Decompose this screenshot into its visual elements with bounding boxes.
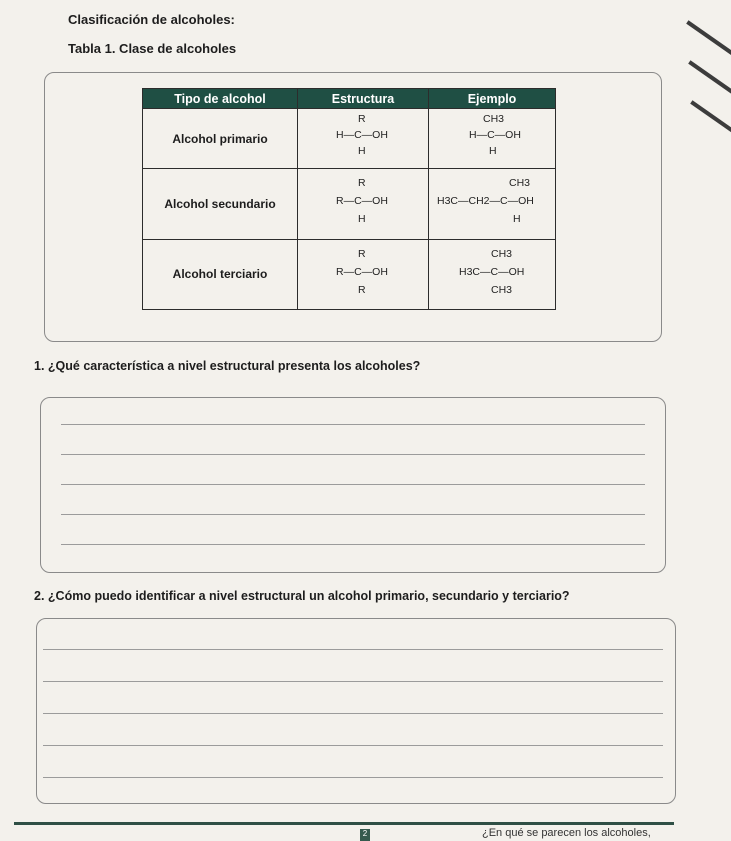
page-number: 2 bbox=[360, 829, 370, 841]
row-type-primary: Alcohol primario bbox=[143, 109, 298, 169]
document-title: Clasificación de alcoholes: bbox=[68, 12, 235, 27]
header-type: Tipo de alcohol bbox=[143, 89, 298, 109]
example-tertiary: CH3 H3C—C—OH CH3 bbox=[429, 239, 556, 309]
table-row bbox=[143, 169, 556, 239]
question-1-number: 1. bbox=[34, 359, 45, 373]
question-1 bbox=[34, 359, 420, 373]
table-header-row bbox=[143, 89, 556, 109]
table-row bbox=[143, 109, 556, 169]
question-2 bbox=[34, 589, 570, 603]
row-type-secondary: Alcohol secundario bbox=[143, 169, 298, 239]
table-row bbox=[143, 239, 556, 309]
structure-tertiary: R R—C—OH R bbox=[298, 239, 429, 309]
question-1-text: ¿Qué característica a nivel estructural presenta los alcoholes? bbox=[47, 359, 421, 373]
question-2-number: 2. bbox=[34, 589, 45, 603]
example-secondary: CH3 H3C—CH2—C—OH H bbox=[429, 169, 556, 239]
footer-divider bbox=[14, 822, 674, 825]
table-caption: Tabla 1. Clase de alcoholes bbox=[68, 41, 237, 56]
header-structure: Estructura bbox=[298, 89, 429, 109]
footer-next-question: ¿En qué se parecen los alcoholes, bbox=[482, 827, 651, 839]
structure-primary: R H—C—OH H bbox=[298, 109, 429, 169]
page-edge-decoration bbox=[671, 0, 731, 841]
answer-box-2[interactable] bbox=[36, 618, 676, 804]
structure-secondary: R R—C—OH H bbox=[298, 169, 429, 239]
example-primary: CH3 H—C—OH H bbox=[429, 109, 556, 169]
row-type-tertiary: Alcohol terciario bbox=[143, 239, 298, 309]
header-example: Ejemplo bbox=[429, 89, 556, 109]
alcohol-class-table bbox=[142, 88, 556, 310]
question-2-text: ¿Cómo puedo identificar a nivel estructural un alcohol primario, secundario y terciario? bbox=[47, 589, 570, 603]
answer-box-1[interactable] bbox=[40, 397, 666, 573]
